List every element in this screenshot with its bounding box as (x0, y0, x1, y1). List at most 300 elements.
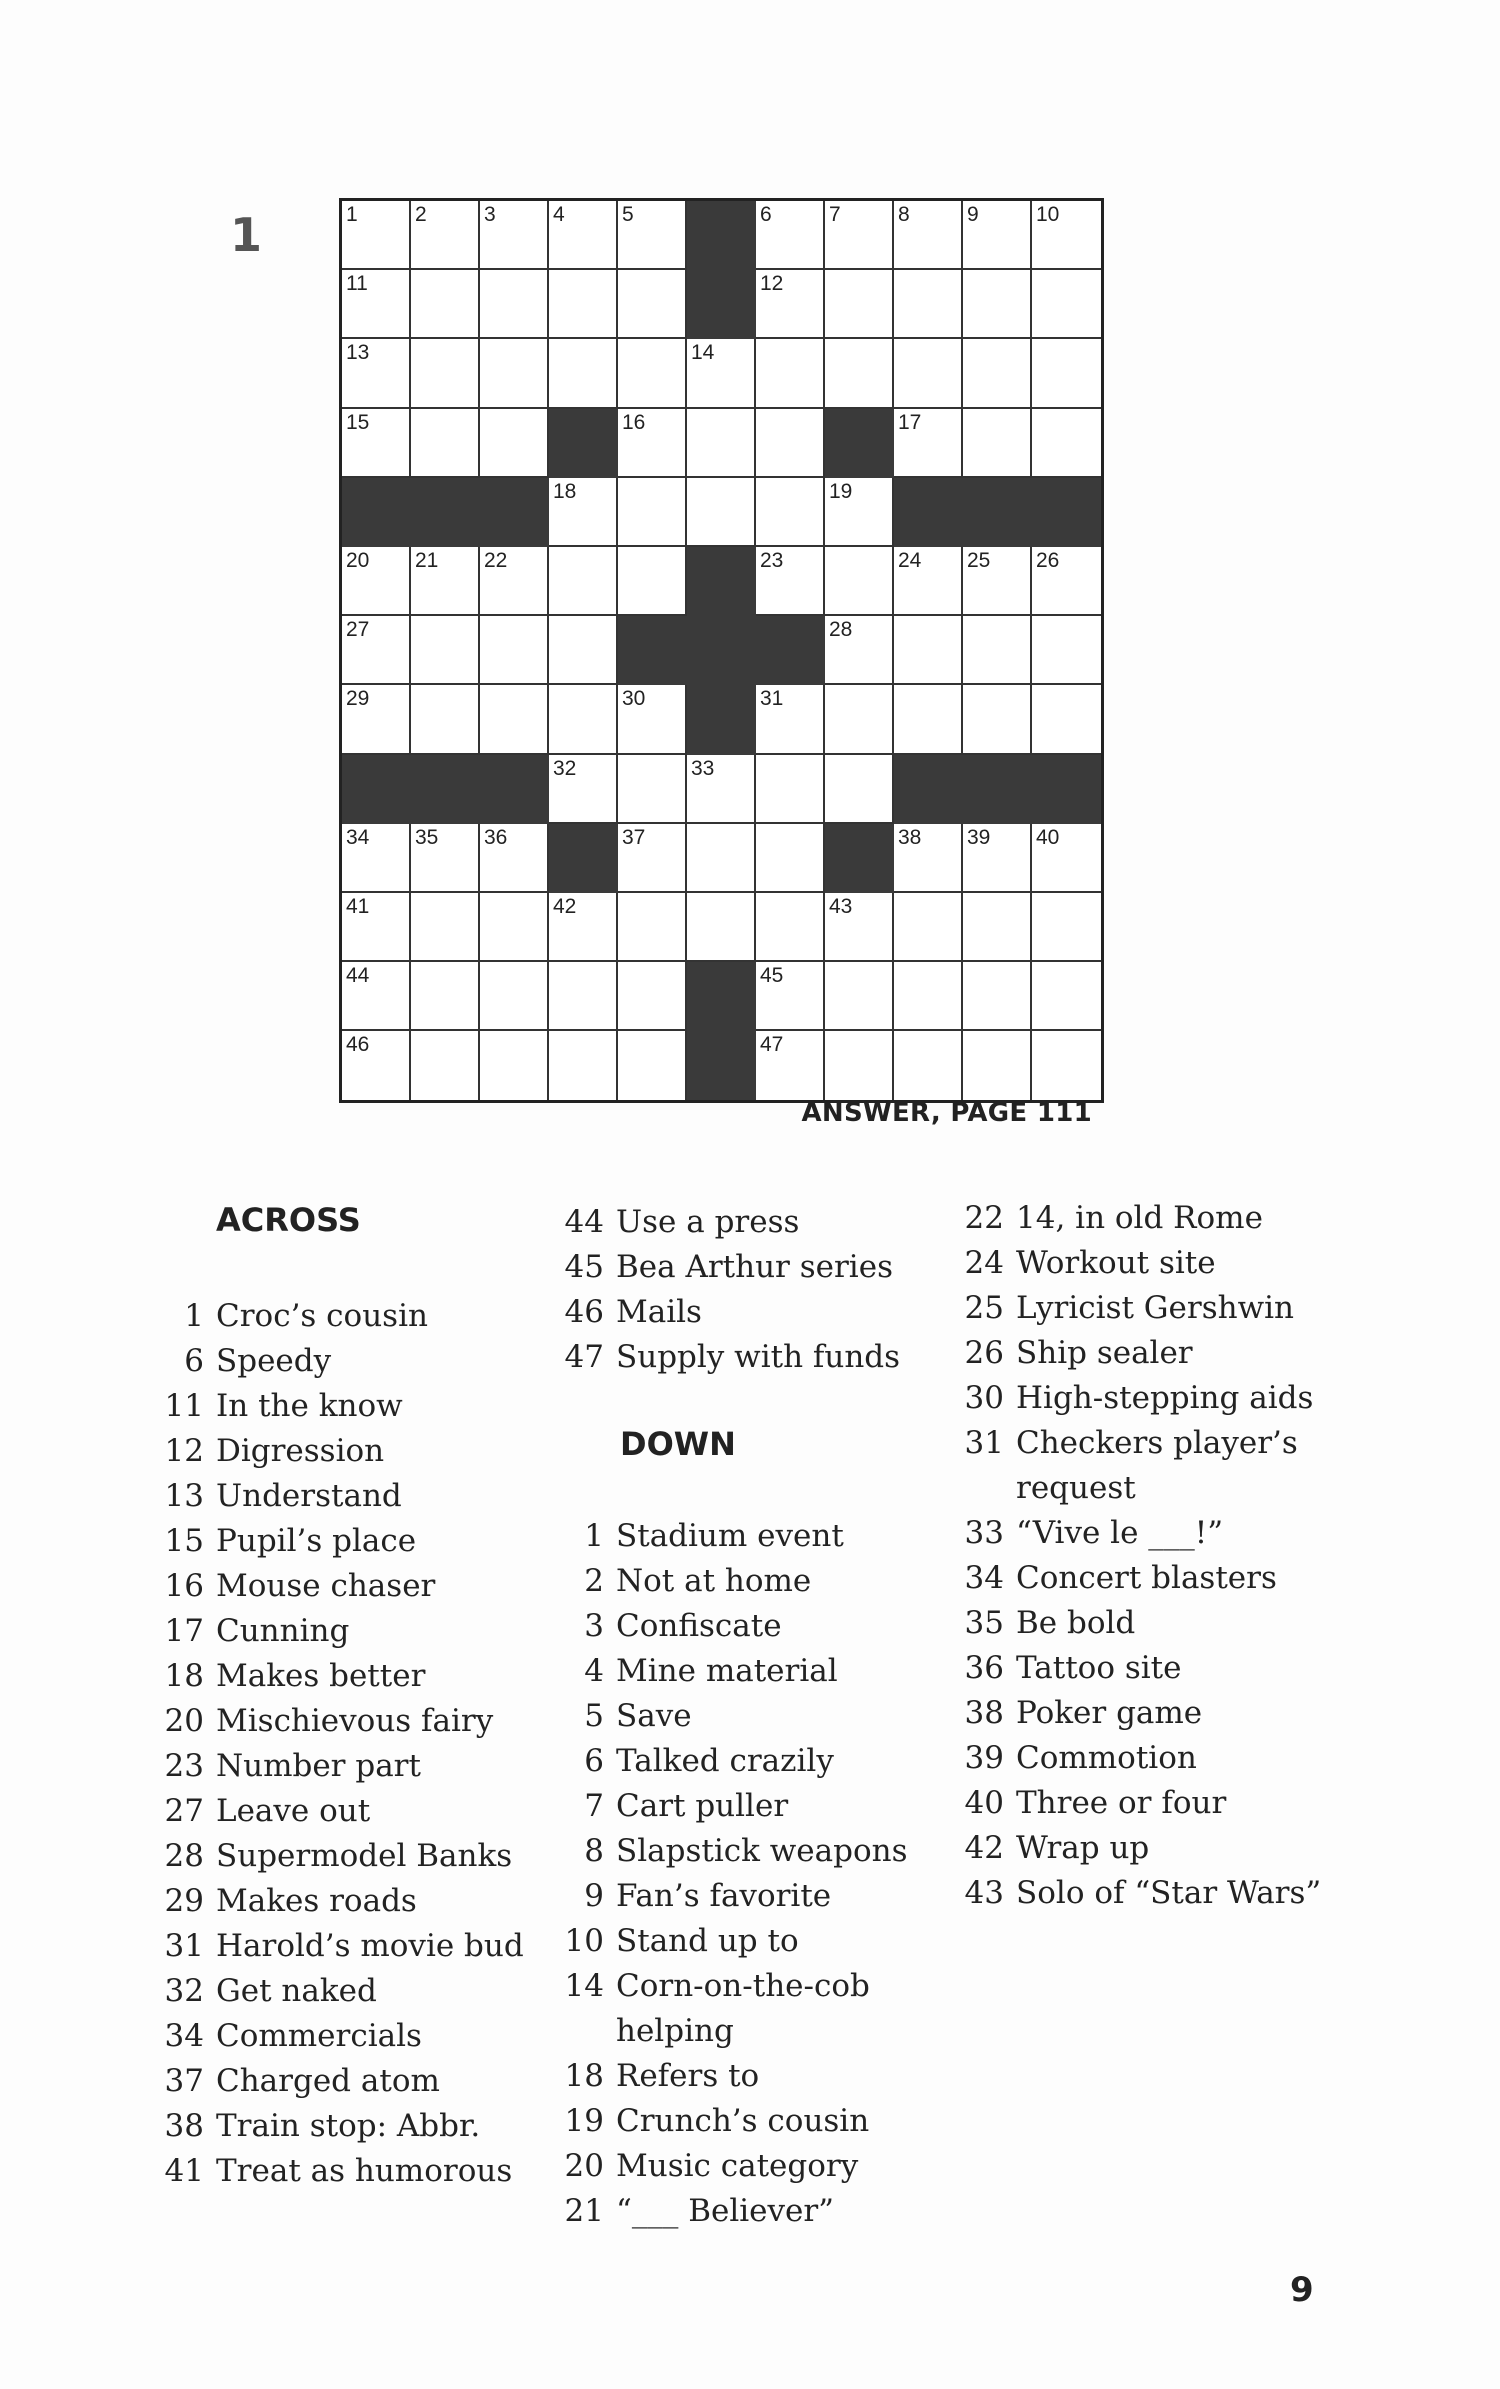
down-clue[interactable] (550, 1829, 950, 1874)
grid-cell[interactable] (894, 1031, 963, 1100)
black-square (963, 478, 1032, 547)
down-heading: DOWN (620, 1425, 736, 1463)
grid-cell[interactable] (342, 547, 411, 616)
grid-cell[interactable] (963, 893, 1032, 962)
grid-cell[interactable] (480, 409, 549, 478)
cell-number: 27 (346, 618, 370, 642)
cell-number: 41 (346, 894, 370, 918)
clue-text: Lyricist Gershwin (1016, 1290, 1295, 1326)
grid-cell[interactable] (1032, 547, 1101, 616)
down-clue[interactable] (950, 1241, 1330, 1286)
across-clue[interactable] (150, 1384, 550, 1429)
grid-cell[interactable] (894, 270, 963, 339)
grid-cell[interactable] (618, 270, 687, 339)
grid-cell[interactable] (411, 616, 480, 685)
down-clue[interactable] (950, 1511, 1330, 1556)
cell-number: 31 (760, 687, 784, 711)
clue-text: Stand up to (616, 1923, 799, 1959)
grid-cell[interactable] (687, 893, 756, 962)
grid-cell[interactable] (756, 201, 825, 270)
down-clue[interactable] (950, 1376, 1330, 1421)
cell-number: 18 (553, 479, 577, 503)
cell-number: 32 (553, 756, 577, 780)
grid-cell[interactable] (342, 962, 411, 1031)
down-clue[interactable] (550, 1874, 950, 1919)
cell-number: 30 (622, 687, 646, 711)
clue-number: 20 (164, 1703, 204, 1739)
cell-number: 22 (484, 548, 508, 572)
clue-number: 26 (964, 1335, 1004, 1371)
grid-cell[interactable] (342, 685, 411, 754)
grid-cell[interactable] (342, 201, 411, 270)
cell-number: 19 (829, 479, 853, 503)
grid-cell[interactable] (342, 893, 411, 962)
grid-cell[interactable] (1032, 893, 1101, 962)
grid-cell[interactable] (1032, 409, 1101, 478)
across-clue[interactable] (150, 1519, 550, 1564)
clue-text: Be bold (1016, 1605, 1136, 1641)
across-clue[interactable] (550, 1290, 950, 1335)
grid-cell[interactable] (894, 824, 963, 893)
grid-cell[interactable] (480, 270, 549, 339)
clue-number: 33 (964, 1515, 1004, 1551)
across-clue[interactable] (150, 2014, 550, 2059)
down-clue[interactable] (950, 1286, 1330, 1331)
cell-number: 46 (346, 1033, 370, 1057)
cell-number: 35 (415, 825, 439, 849)
grid-cell[interactable] (411, 685, 480, 754)
clue-text: Corn-on-the-cob helping (616, 1968, 870, 2049)
clue-number: 31 (164, 1928, 204, 1964)
cell-number: 16 (622, 410, 646, 434)
grid-cell[interactable] (825, 962, 894, 1031)
clue-text: Tattoo site (1016, 1650, 1182, 1686)
clue-number: 5 (584, 1698, 604, 1734)
grid-cell[interactable] (618, 339, 687, 408)
clue-text: Mischievous fairy (216, 1703, 494, 1739)
clue-text: Not at home (616, 1563, 812, 1599)
clue-text: Treat as humorous (216, 2153, 513, 2189)
cell-number: 13 (346, 341, 370, 365)
grid-cell[interactable] (687, 478, 756, 547)
grid-cell[interactable] (1032, 616, 1101, 685)
crossword-grid (339, 198, 1104, 1103)
black-square (480, 478, 549, 547)
across-clue[interactable] (150, 1429, 550, 1474)
down-clue[interactable] (950, 1871, 1330, 1916)
grid-cell[interactable] (480, 339, 549, 408)
across-clue[interactable] (150, 1339, 550, 1384)
grid-cell[interactable] (618, 685, 687, 754)
across-clue[interactable] (550, 1200, 950, 1245)
down-clue[interactable] (550, 2099, 950, 2144)
grid-cell[interactable] (894, 201, 963, 270)
down-clue[interactable] (550, 1964, 950, 2054)
across-clue[interactable] (150, 1789, 550, 1834)
down-clue[interactable] (950, 1691, 1330, 1736)
black-square (1032, 755, 1101, 824)
black-square (549, 824, 618, 893)
down-clue[interactable] (950, 1331, 1330, 1376)
clue-text: Speedy (216, 1343, 332, 1379)
grid-cell[interactable] (894, 547, 963, 616)
across-clue[interactable] (150, 1924, 550, 1969)
grid-cell[interactable] (756, 824, 825, 893)
grid-cell[interactable] (342, 339, 411, 408)
down-clue[interactable] (950, 1736, 1330, 1781)
black-square (687, 201, 756, 270)
down-clue[interactable] (950, 1196, 1330, 1241)
across-clue-list-part-1 (150, 1294, 550, 2194)
grid-cell[interactable] (549, 1031, 618, 1100)
clue-number: 21 (564, 2193, 604, 2229)
clue-number: 13 (164, 1478, 204, 1514)
clue-number: 6 (584, 1743, 604, 1779)
down-clue[interactable] (550, 2189, 950, 2234)
grid-cell[interactable] (342, 1031, 411, 1100)
across-clue[interactable] (150, 1744, 550, 1789)
clue-number: 6 (184, 1343, 204, 1379)
grid-cell[interactable] (549, 478, 618, 547)
grid-cell[interactable] (894, 409, 963, 478)
clue-number: 34 (164, 2018, 204, 2054)
grid-cell[interactable] (963, 1031, 1032, 1100)
black-square (894, 478, 963, 547)
down-clue[interactable] (550, 1559, 950, 1604)
clue-number: 35 (964, 1605, 1004, 1641)
grid-cell[interactable] (549, 270, 618, 339)
grid-cell[interactable] (480, 547, 549, 616)
grid-cell[interactable] (618, 824, 687, 893)
cell-number: 44 (346, 964, 370, 988)
grid-cell[interactable] (756, 339, 825, 408)
clue-text: Commercials (216, 2018, 422, 2054)
clue-number: 34 (964, 1560, 1004, 1596)
clue-text: Three or four (1016, 1785, 1227, 1821)
grid-cell[interactable] (825, 270, 894, 339)
clue-text: Makes better (216, 1658, 426, 1694)
grid-cell[interactable] (687, 755, 756, 824)
grid-cell[interactable] (756, 893, 825, 962)
grid-cell[interactable] (480, 201, 549, 270)
clue-number: 32 (164, 1973, 204, 2009)
grid-cell[interactable] (894, 616, 963, 685)
cell-number: 36 (484, 825, 508, 849)
grid-cell[interactable] (825, 547, 894, 616)
black-square (1032, 478, 1101, 547)
down-clue[interactable] (550, 1514, 950, 1559)
page-number: 9 (1290, 2270, 1314, 2310)
clue-text: Wrap up (1016, 1830, 1150, 1866)
grid-cell[interactable] (687, 409, 756, 478)
across-clue[interactable] (150, 2149, 550, 2194)
black-square (411, 755, 480, 824)
grid-cell[interactable] (825, 685, 894, 754)
grid-cell[interactable] (756, 478, 825, 547)
grid-cell[interactable] (618, 962, 687, 1031)
cell-number: 10 (1036, 203, 1060, 226)
puzzle-number: 1 (230, 208, 263, 262)
across-clue[interactable] (150, 1834, 550, 1879)
cell-number: 4 (553, 203, 565, 226)
cell-number: 34 (346, 825, 370, 849)
clue-text: Use a press (616, 1204, 800, 1240)
grid-cell[interactable] (618, 755, 687, 824)
black-square (480, 755, 549, 824)
clue-number: 7 (584, 1788, 604, 1824)
clue-number: 14 (564, 1968, 604, 2004)
across-clue[interactable] (150, 1609, 550, 1654)
grid-cell[interactable] (342, 824, 411, 893)
black-square (411, 478, 480, 547)
grid-cell[interactable] (480, 1031, 549, 1100)
black-square (687, 1031, 756, 1100)
grid-cell[interactable] (963, 339, 1032, 408)
grid-cell[interactable] (342, 409, 411, 478)
grid-cell[interactable] (756, 409, 825, 478)
grid-cell[interactable] (894, 962, 963, 1031)
grid-cell[interactable] (756, 685, 825, 754)
clue-number: 31 (964, 1425, 1004, 1461)
clue-number: 3 (584, 1608, 604, 1644)
grid-cell[interactable] (894, 893, 963, 962)
grid-cell[interactable] (618, 201, 687, 270)
clue-number: 25 (964, 1290, 1004, 1326)
across-clue[interactable] (150, 1879, 550, 1924)
black-square (825, 409, 894, 478)
cell-number: 45 (760, 964, 784, 988)
clue-text: Mails (616, 1294, 702, 1330)
grid-cell[interactable] (618, 1031, 687, 1100)
down-clue[interactable] (550, 1604, 950, 1649)
grid-cell[interactable] (618, 547, 687, 616)
clue-text: Mine material (616, 1653, 838, 1689)
grid-cell[interactable] (549, 201, 618, 270)
grid-cell[interactable] (825, 893, 894, 962)
grid-cell[interactable] (756, 1031, 825, 1100)
clue-text: Solo of “Star Wars” (1016, 1875, 1322, 1911)
down-clue[interactable] (550, 2054, 950, 2099)
grid-cell[interactable] (480, 962, 549, 1031)
grid-cell[interactable] (480, 893, 549, 962)
clue-number: 30 (964, 1380, 1004, 1416)
grid-cell[interactable] (825, 1031, 894, 1100)
grid-cell[interactable] (687, 824, 756, 893)
cell-number: 47 (760, 1033, 784, 1057)
cell-number: 7 (829, 203, 841, 226)
grid-cell[interactable] (342, 270, 411, 339)
black-square (342, 478, 411, 547)
clue-text: Slapstick weapons (616, 1833, 908, 1869)
grid-cell[interactable] (549, 547, 618, 616)
cell-number: 3 (484, 203, 496, 226)
clue-column-1 (150, 1200, 550, 2194)
down-clue-list-part-2 (950, 1196, 1330, 1916)
clue-text: Commotion (1016, 1740, 1197, 1776)
clue-text: Pupil’s place (216, 1523, 417, 1559)
cell-number: 43 (829, 894, 853, 918)
grid-cell[interactable] (963, 201, 1032, 270)
clue-number: 1 (184, 1298, 204, 1334)
clue-column-2 (550, 1200, 950, 2234)
grid-cell[interactable] (1032, 339, 1101, 408)
clue-text: Number part (216, 1748, 421, 1784)
across-clue[interactable] (150, 1699, 550, 1744)
grid-cell[interactable] (963, 270, 1032, 339)
grid-cell[interactable] (411, 962, 480, 1031)
down-clue[interactable] (550, 1649, 950, 1694)
grid-cell[interactable] (1032, 1031, 1101, 1100)
across-clue[interactable] (150, 1654, 550, 1699)
across-heading: ACROSS (216, 1201, 361, 1239)
across-clue[interactable] (550, 1335, 950, 1380)
clue-number: 45 (564, 1249, 604, 1285)
grid-cell[interactable] (825, 201, 894, 270)
black-square (687, 962, 756, 1031)
across-clue[interactable] (150, 1564, 550, 1609)
grid-cell[interactable] (756, 755, 825, 824)
across-clue[interactable] (150, 2059, 550, 2104)
cell-number: 1 (346, 203, 358, 226)
grid-cell[interactable] (756, 962, 825, 1031)
clue-text: Leave out (216, 1793, 371, 1829)
clue-number: 43 (964, 1875, 1004, 1911)
clue-text: Talked crazily (616, 1743, 834, 1779)
grid-cell[interactable] (756, 270, 825, 339)
clue-number: 40 (964, 1785, 1004, 1821)
grid-cell[interactable] (549, 893, 618, 962)
across-clue[interactable] (150, 1969, 550, 2014)
clue-text: Digression (216, 1433, 385, 1469)
grid-cell[interactable] (963, 824, 1032, 893)
grid-cell[interactable] (480, 616, 549, 685)
cell-number: 29 (346, 687, 370, 711)
grid-cell[interactable] (1032, 824, 1101, 893)
clue-text: Get naked (216, 1973, 377, 2009)
grid-cell[interactable] (549, 962, 618, 1031)
grid-cell[interactable] (480, 824, 549, 893)
grid-cell[interactable] (342, 616, 411, 685)
cell-number: 17 (898, 410, 922, 434)
clue-number: 22 (964, 1200, 1004, 1236)
clue-number: 38 (964, 1695, 1004, 1731)
clue-column-3 (950, 1196, 1330, 1916)
down-clue[interactable] (950, 1826, 1330, 1871)
grid-cell[interactable] (963, 547, 1032, 616)
grid-cell[interactable] (411, 409, 480, 478)
clue-number: 4 (584, 1653, 604, 1689)
grid-cell[interactable] (549, 339, 618, 408)
down-clue[interactable] (950, 1601, 1330, 1646)
cell-number: 9 (967, 203, 979, 226)
grid-cell[interactable] (687, 339, 756, 408)
grid-cell[interactable] (825, 478, 894, 547)
clue-number: 18 (164, 1658, 204, 1694)
down-clue[interactable] (550, 1784, 950, 1829)
clue-number: 41 (164, 2153, 204, 2189)
black-square (618, 616, 687, 685)
cell-number: 40 (1036, 825, 1060, 849)
grid-cell[interactable] (1032, 270, 1101, 339)
cell-number: 38 (898, 825, 922, 849)
grid-cell[interactable] (1032, 201, 1101, 270)
grid-cell[interactable] (618, 409, 687, 478)
cell-number: 25 (967, 548, 991, 572)
grid-cell[interactable] (825, 755, 894, 824)
grid-cell[interactable] (1032, 685, 1101, 754)
grid-cell[interactable] (825, 339, 894, 408)
down-clue[interactable] (550, 1919, 950, 1964)
down-clue[interactable] (550, 2144, 950, 2189)
down-clue[interactable] (950, 1421, 1330, 1511)
grid-cell[interactable] (480, 685, 549, 754)
grid-cell[interactable] (963, 616, 1032, 685)
grid-cell[interactable] (963, 962, 1032, 1031)
clue-number: 9 (584, 1878, 604, 1914)
clue-number: 39 (964, 1740, 1004, 1776)
grid-cell[interactable] (825, 616, 894, 685)
across-clue[interactable] (150, 1474, 550, 1519)
black-square (687, 547, 756, 616)
cell-number: 28 (829, 618, 853, 642)
grid-cell[interactable] (549, 755, 618, 824)
grid-cell[interactable] (963, 409, 1032, 478)
grid-cell[interactable] (894, 685, 963, 754)
grid-cell[interactable] (1032, 962, 1101, 1031)
down-clue[interactable] (550, 1694, 950, 1739)
across-clue[interactable] (150, 2104, 550, 2149)
grid-cell[interactable] (411, 339, 480, 408)
grid-cell[interactable] (411, 1031, 480, 1100)
cell-number: 26 (1036, 548, 1060, 572)
grid-cell[interactable] (411, 547, 480, 616)
clue-number: 36 (964, 1650, 1004, 1686)
across-clue[interactable] (550, 1245, 950, 1290)
black-square (825, 824, 894, 893)
grid-cell[interactable] (756, 547, 825, 616)
clue-text: Croc’s cousin (216, 1298, 428, 1334)
grid-cell[interactable] (963, 685, 1032, 754)
cell-number: 23 (760, 548, 784, 572)
down-clue[interactable] (950, 1646, 1330, 1691)
grid-cell[interactable] (411, 201, 480, 270)
down-clue[interactable] (950, 1556, 1330, 1601)
grid-cell[interactable] (411, 824, 480, 893)
down-clue[interactable] (550, 1739, 950, 1784)
cell-number: 24 (898, 548, 922, 572)
grid-cell[interactable] (549, 616, 618, 685)
cell-number: 42 (553, 894, 577, 918)
clue-number: 10 (564, 1923, 604, 1959)
cell-number: 11 (346, 272, 368, 296)
clue-text: “Vive le ___!” (1016, 1515, 1224, 1551)
grid-cell[interactable] (411, 893, 480, 962)
clue-text: Supermodel Banks (216, 1838, 513, 1874)
clue-text: Mouse chaser (216, 1568, 436, 1604)
grid-cell[interactable] (549, 685, 618, 754)
grid-cell[interactable] (894, 339, 963, 408)
cell-number: 33 (691, 756, 715, 780)
down-clue[interactable] (950, 1781, 1330, 1826)
grid-cell[interactable] (618, 478, 687, 547)
black-square (687, 616, 756, 685)
clue-text: Bea Arthur series (616, 1249, 893, 1285)
across-clue[interactable] (150, 1294, 550, 1339)
clue-number: 46 (564, 1294, 604, 1330)
grid-cell[interactable] (411, 270, 480, 339)
grid-cell[interactable] (618, 893, 687, 962)
clue-text: “___ Believer” (616, 2193, 835, 2229)
